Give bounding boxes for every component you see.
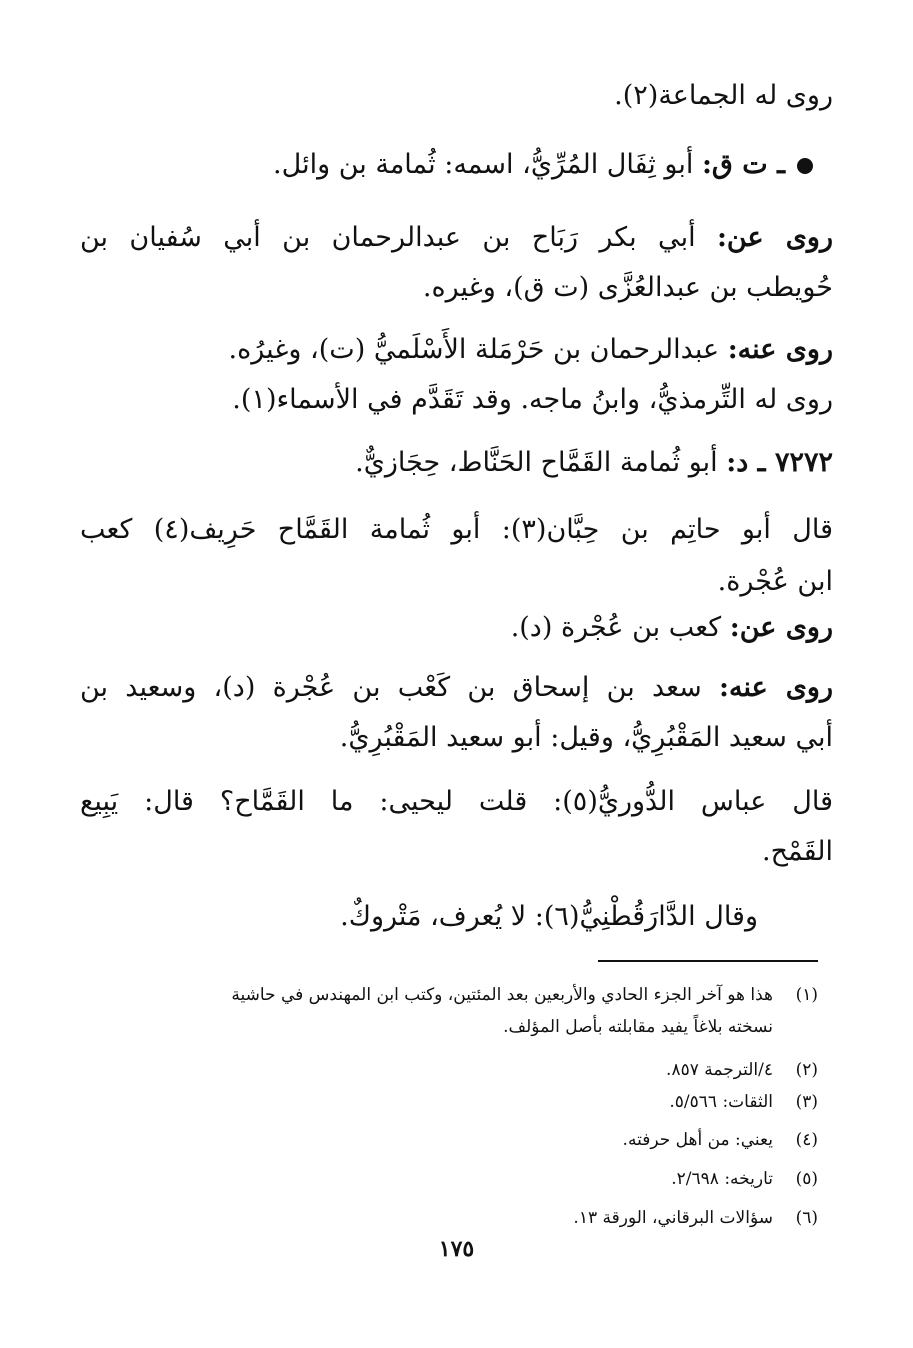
section-label: روى عنه: <box>727 334 833 365</box>
footnote-3 <box>85 1089 818 1115</box>
footnote-text: يعني: من أهل حرفته. <box>622 1130 773 1150</box>
footnote-text: نسخته بلاغاً يفيد مقابلته بأصل المؤلف. <box>503 1017 773 1037</box>
line-text: وقال الدَّارَقُطْنِيُّ(٦): لا يُعرف، مَتْروكٌ. <box>340 901 758 932</box>
entry-heading-7272 <box>80 443 833 483</box>
entry-title: أبو ثِفَال المُرِّيُّ، اسمه: ثُمامة بن وائل. <box>273 149 694 180</box>
footnote-6 <box>85 1205 818 1231</box>
text-line-4 <box>80 268 833 308</box>
section-label: روى عنه: <box>719 672 833 703</box>
footnote-number: (٤) <box>795 1130 818 1150</box>
line-text: روى له الجماعة(٢). <box>614 80 833 111</box>
text-line-9 <box>80 562 833 602</box>
line-text: قال عباس الدُّوريُّ(٥): قلت ليحيى: ما القَمَّاح؟ قال: يَبِيع <box>80 786 833 817</box>
footnote-number: (٢) <box>795 1060 818 1080</box>
text-line-1 <box>80 76 833 116</box>
footnote-number: (٣) <box>795 1092 818 1112</box>
footnote-5 <box>85 1166 818 1192</box>
text-line-6 <box>80 380 833 420</box>
footnote-number: (٦) <box>795 1208 818 1228</box>
line-text: كعب بن عُجْرة (د). <box>510 612 722 643</box>
footnote-text: ٤/الترجمة ٨٥٧. <box>666 1060 773 1080</box>
entry-heading-abu-thifal <box>80 145 813 185</box>
text-line-11 <box>80 668 833 708</box>
text-line-3 <box>80 218 833 258</box>
line-text: القَمْح. <box>761 836 833 867</box>
text-line-15 <box>80 897 758 937</box>
bullet-icon <box>797 158 813 174</box>
entry-code: ٧٢٧٢ ـ د: <box>726 447 833 478</box>
line-text: عبدالرحمان بن حَرْمَلة الأَسْلَميُّ (ت)، وغيرُه. <box>228 334 720 365</box>
text-line-14 <box>80 832 833 872</box>
entry-code: ـ ت ق: <box>701 149 785 180</box>
text-line-10 <box>80 608 833 648</box>
line-text: قال أبو حاتِم بن حِبَّان(٣): أبو ثُمامة القَمَّاح حَرِيف(٤) كعب <box>80 514 833 545</box>
text-line-8 <box>80 510 833 550</box>
section-label: روى عن: <box>729 612 833 643</box>
footnote-text: تاريخه: ٢/٦٩٨. <box>671 1169 773 1189</box>
entry-title: أبو ثُمامة القَمَّاح الحَنَّاط، حِجَازيٌّ. <box>355 447 718 478</box>
footnote-2 <box>85 1057 818 1083</box>
line-text: سعد بن إسحاق بن كَعْب بن عُجْرة (د)، وسعيد بن <box>80 672 702 703</box>
text-line-13 <box>80 782 833 822</box>
footnote-text: الثقات: ٥/٥٦٦. <box>669 1092 773 1112</box>
footnote-separator <box>598 960 818 962</box>
footnote-text: سؤالات البرقاني، الورقة ١٣. <box>573 1208 773 1228</box>
footnote-number: (٥) <box>795 1169 818 1189</box>
page-number: ١٧٥ <box>438 1236 475 1262</box>
footnote-4 <box>85 1127 818 1153</box>
footnote-1 <box>85 982 818 1008</box>
text-line-5 <box>80 330 833 370</box>
footnote-1-continuation <box>85 1014 773 1040</box>
footnote-text: هذا هو آخر الجزء الحادي والأربعين بعد المئتين، وكتب ابن المهندس في حاشية <box>231 985 773 1005</box>
text-line-12 <box>80 718 833 758</box>
line-text: ابن عُجْرة. <box>717 566 833 597</box>
line-text: روى له التِّرمذيُّ، وابنُ ماجه. وقد تَقَدَّم في الأسماء(١). <box>232 384 833 415</box>
line-text: أبي بكر رَبَاح بن عبدالرحمان بن أبي سُفيان بن <box>80 222 696 253</box>
section-label: روى عن: <box>716 222 833 253</box>
line-text: حُويطب بن عبدالعُزَّى (ت ق)، وغيره. <box>422 272 833 303</box>
footnote-number: (١) <box>795 985 818 1005</box>
line-text: أبي سعيد المَقْبُرِيُّ، وقيل: أبو سعيد المَقْبُرِيُّ. <box>339 722 833 753</box>
